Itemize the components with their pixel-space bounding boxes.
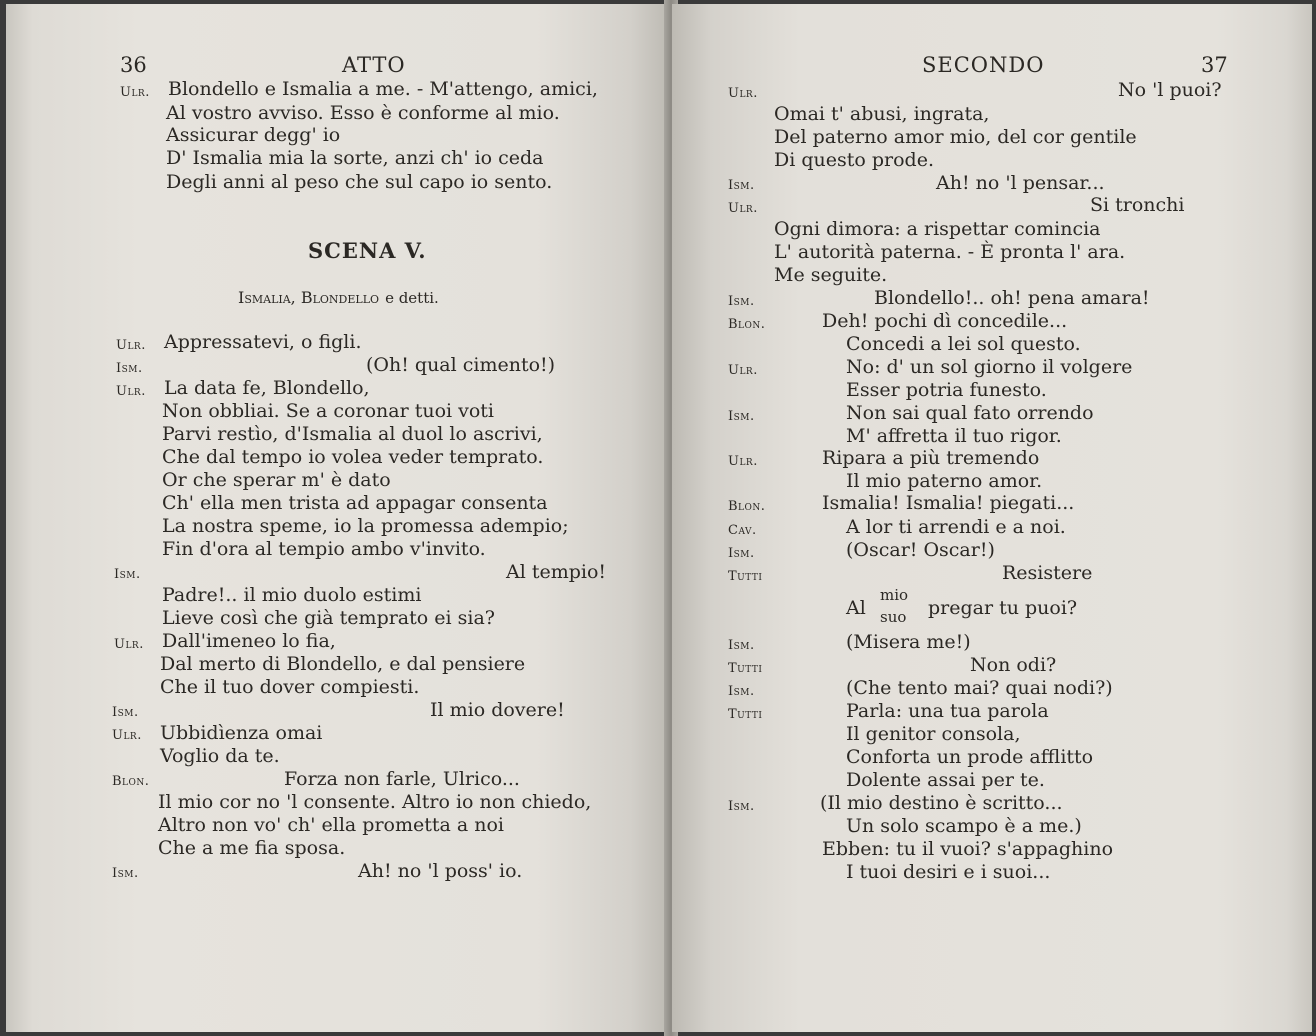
page-number-left: 36 bbox=[120, 53, 147, 77]
speaker-label: Blon. bbox=[728, 499, 766, 514]
verse-line: Del paterno amor mio, del cor gentile bbox=[774, 126, 1137, 148]
speaker-label: Ism. bbox=[728, 294, 755, 309]
verse-line: Assicurar degg' io bbox=[166, 124, 341, 146]
running-head-left: ATTO bbox=[342, 53, 406, 77]
speaker-label: Ism. bbox=[728, 684, 755, 699]
verse-line: Ebben: tu il vuoi? s'appaghino bbox=[822, 838, 1114, 860]
character-names: Ismalia, Blondello bbox=[238, 288, 380, 307]
verse-line: pregar tu puoi? bbox=[928, 597, 1078, 619]
verse-line: Ah! no 'l poss' io. bbox=[358, 860, 523, 882]
verse-line: A lor ti arrendi e a noi. bbox=[846, 516, 1066, 538]
verse-line: Blondello e Ismalia a me. - M'attengo, amici, bbox=[168, 78, 598, 100]
verse-line: I tuoi desiri e i suoi... bbox=[846, 861, 1051, 883]
verse-line: Padre!.. il mio duolo estimi bbox=[162, 584, 422, 606]
speaker-label: Ulr. bbox=[116, 338, 146, 353]
verse-line: Fin d'ora al tempio ambo v'invito. bbox=[162, 538, 486, 560]
running-head-right: SECONDO bbox=[922, 53, 1045, 77]
speaker-label: Ulr. bbox=[116, 384, 146, 399]
verse-line: Ubbidìenza omai bbox=[160, 722, 323, 744]
speaker-label: Ism. bbox=[728, 799, 755, 814]
speaker-label: Ulr. bbox=[728, 86, 758, 101]
verse-line: M' affretta il tuo rigor. bbox=[846, 425, 1062, 447]
verse-line: Si tronchi bbox=[1090, 194, 1185, 216]
verse-line: La data fe, Blondello, bbox=[164, 377, 370, 399]
right-page bbox=[672, 4, 1312, 1032]
verse-line: Conforta un prode afflitto bbox=[846, 746, 1094, 768]
verse-line: No 'l puoi? bbox=[1118, 79, 1222, 101]
verse-line: Dall'imeneo lo fia, bbox=[162, 630, 336, 652]
verse-line: Degli anni al peso che sul capo io sento. bbox=[166, 171, 553, 193]
speaker-label: Blon. bbox=[728, 317, 766, 332]
speaker-label: Tutti bbox=[728, 661, 763, 676]
verse-line: Or che sperar m' è dato bbox=[162, 469, 391, 491]
scene-characters bbox=[238, 286, 439, 309]
verse-line: Ripara a più tremendo bbox=[822, 447, 1040, 469]
verse-line: Non odi? bbox=[970, 654, 1057, 676]
verse-line: Al vostro avviso. Esso è conforme al mio. bbox=[166, 102, 560, 124]
verse-line: Blondello!.. oh! pena amara! bbox=[874, 287, 1150, 309]
verse-line: L' autorità paterna. - È pronta l' ara. bbox=[774, 241, 1126, 263]
verse-line: Appressatevi, o figli. bbox=[164, 331, 362, 353]
verse-line: Il mio paterno amor. bbox=[846, 470, 1043, 492]
speaker-label: Blon. bbox=[112, 774, 150, 789]
verse-line: Parvi restìo, d'Ismalia al duol lo ascrivi, bbox=[162, 423, 543, 445]
speaker-label: Ulr. bbox=[728, 454, 758, 469]
page-number-right: 37 bbox=[1201, 53, 1228, 77]
verse-line: Forza non farle, Ulrico... bbox=[284, 768, 520, 790]
verse-line: Ogni dimora: a rispettar comincia bbox=[774, 218, 1101, 240]
scene-title: SCENA V. bbox=[308, 238, 427, 263]
verse-line: Me seguite. bbox=[774, 264, 888, 286]
verse-line: Dal merto di Blondello, e dal pensiere bbox=[160, 653, 526, 675]
verse-line: Che a me fia sposa. bbox=[158, 837, 346, 859]
verse-line: (Misera me!) bbox=[846, 631, 971, 653]
speaker-label: Ism. bbox=[728, 546, 755, 561]
verse-line: Dolente assai per te. bbox=[846, 769, 1045, 791]
verse-line: Al bbox=[846, 597, 866, 619]
verse-line: Il mio cor no 'l consente. Altro io non chiedo, bbox=[158, 791, 592, 813]
verse-line: La nostra speme, io la promessa adempio; bbox=[162, 515, 569, 537]
speaker-label: Ism. bbox=[112, 705, 139, 720]
verse-line: D' Ismalia mia la sorte, anzi ch' io ceda bbox=[166, 147, 544, 169]
characters-rest: e detti. bbox=[385, 289, 439, 307]
speaker-label: Tutti bbox=[728, 569, 763, 584]
verse-line: Resistere bbox=[1002, 562, 1093, 584]
verse-line: (Il mio destino è scritto... bbox=[820, 792, 1063, 814]
left-page bbox=[6, 4, 670, 1032]
stacked-word-upper: mio bbox=[880, 586, 909, 604]
verse-line: Al tempio! bbox=[506, 561, 607, 583]
verse-line: Il mio dovere! bbox=[430, 699, 565, 721]
verse-line: Ah! no 'l pensar... bbox=[936, 172, 1105, 194]
verse-line: Non sai qual fato orrendo bbox=[846, 402, 1094, 424]
verse-line: (Oh! qual cimento!) bbox=[366, 354, 556, 376]
verse-line: Esser potria funesto. bbox=[846, 379, 1047, 401]
verse-line: Non obbliai. Se a coronar tuoi voti bbox=[162, 400, 495, 422]
verse-line: Lieve così che già temprato ei sia? bbox=[162, 607, 495, 629]
speaker-label: Ism. bbox=[112, 866, 139, 881]
speaker-label: Cav. bbox=[728, 523, 757, 538]
speaker-label: Ulr. bbox=[114, 637, 144, 652]
verse-line: Parla: una tua parola bbox=[846, 700, 1049, 722]
speaker-label: Ism. bbox=[114, 567, 141, 582]
verse-line: Che il tuo dover compiesti. bbox=[160, 676, 420, 698]
verse-line: (Che tento mai? quai nodi?) bbox=[846, 677, 1113, 699]
verse-line: Omai t' abusi, ingrata, bbox=[774, 103, 990, 125]
verse-line: Ismalia! Ismalia! piegati... bbox=[822, 492, 1075, 514]
speaker-label: Ulr. bbox=[728, 201, 758, 216]
verse-line: Concedi a lei sol questo. bbox=[846, 333, 1081, 355]
verse-line: Il genitor consola, bbox=[846, 723, 1021, 745]
verse-line: Un solo scampo è a me.) bbox=[846, 815, 1082, 837]
verse-line: Voglio da te. bbox=[160, 745, 280, 767]
speaker-label: Ism. bbox=[116, 361, 143, 376]
speaker-label: Ulr. bbox=[120, 85, 150, 100]
verse-line: Che dal tempo io volea veder temprato. bbox=[162, 446, 544, 468]
verse-line: Ch' ella men trista ad appagar consenta bbox=[162, 492, 548, 514]
speaker-label: Ulr. bbox=[728, 363, 758, 378]
verse-line: No: d' un sol giorno il volgere bbox=[846, 356, 1133, 378]
speaker-label: Ism. bbox=[728, 178, 755, 193]
speaker-label: Tutti bbox=[728, 707, 763, 722]
speaker-label: Ulr. bbox=[112, 728, 142, 743]
speaker-label: Ism. bbox=[728, 409, 755, 424]
verse-line: Di questo prode. bbox=[774, 149, 934, 171]
verse-line: Altro non vo' ch' ella prometta a noi bbox=[158, 814, 504, 836]
verse-line: Deh! pochi dì concedile... bbox=[822, 310, 1068, 332]
stacked-word-lower: suo bbox=[880, 608, 907, 626]
speaker-label: Ism. bbox=[728, 638, 755, 653]
verse-line: (Oscar! Oscar!) bbox=[846, 539, 995, 561]
